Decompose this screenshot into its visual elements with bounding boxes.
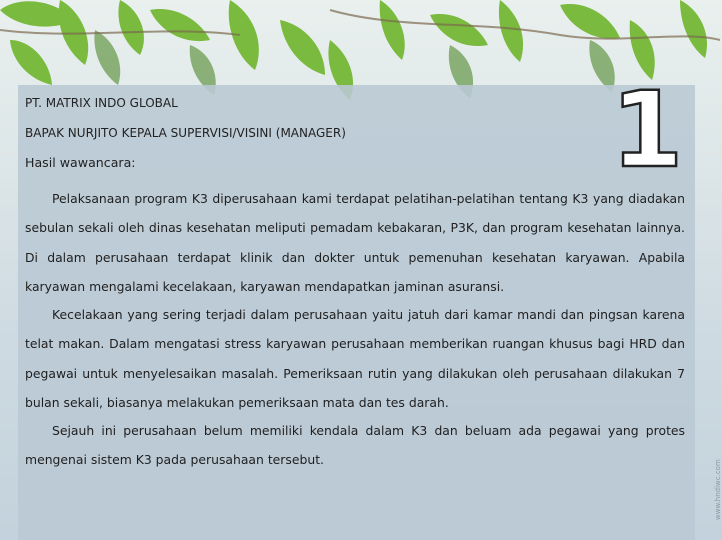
- company-name: PT. MATRIX INDO GLOBAL: [25, 96, 178, 110]
- interviewee-title: BAPAK NURJITO KEPALA SUPERVISI/VISINI (MANAGER): [25, 126, 346, 140]
- svg-text:1: 1: [610, 69, 684, 191]
- interview-label: Hasil wawancara:: [25, 155, 136, 170]
- paragraph-2: Kecelakaan yang sering terjadi dalam perusahaan yaitu jatuh dari kamar mandi dan pingsan karena telat makan. Dalam mengatasi stress karyawan perusahaan memberikan ruangan khusus bagi HRD dan pegawai untuk menyelesaikan masalah. Pemeriksaan rutin yang dilakukan oleh perusahaan dilakukan 7 bulan sekali, biasanya melakukan pemeriksaan mata dan tes darah.: [25, 307, 685, 410]
- watermark: www.hndiwc.com: [714, 459, 722, 520]
- paragraph-3: Sejauh ini perusahaan belum memiliki kendala dalam K3 dan beluam ada pegawai yang protes mengenai sistem K3 pada perusahaan tersebut.: [25, 423, 685, 468]
- paragraph-1: Pelaksanaan program K3 diperusahaan kami terdapat pelatihan-pelatihan tentang K3 yang diadakan sebulan sekali oleh dinas kesehatan meliputi pemadam kebakaran, P3K, dan program kesehatan lainnya. Di dalam perusahaan terdapat klinik dan dokter untuk pemenuhan kesehatan karyawan. Apabila karyawan mengalami kecelakaan, karyawan mendapatkan jaminan asuransi.: [25, 191, 685, 294]
- slide-number: [610, 69, 684, 191]
